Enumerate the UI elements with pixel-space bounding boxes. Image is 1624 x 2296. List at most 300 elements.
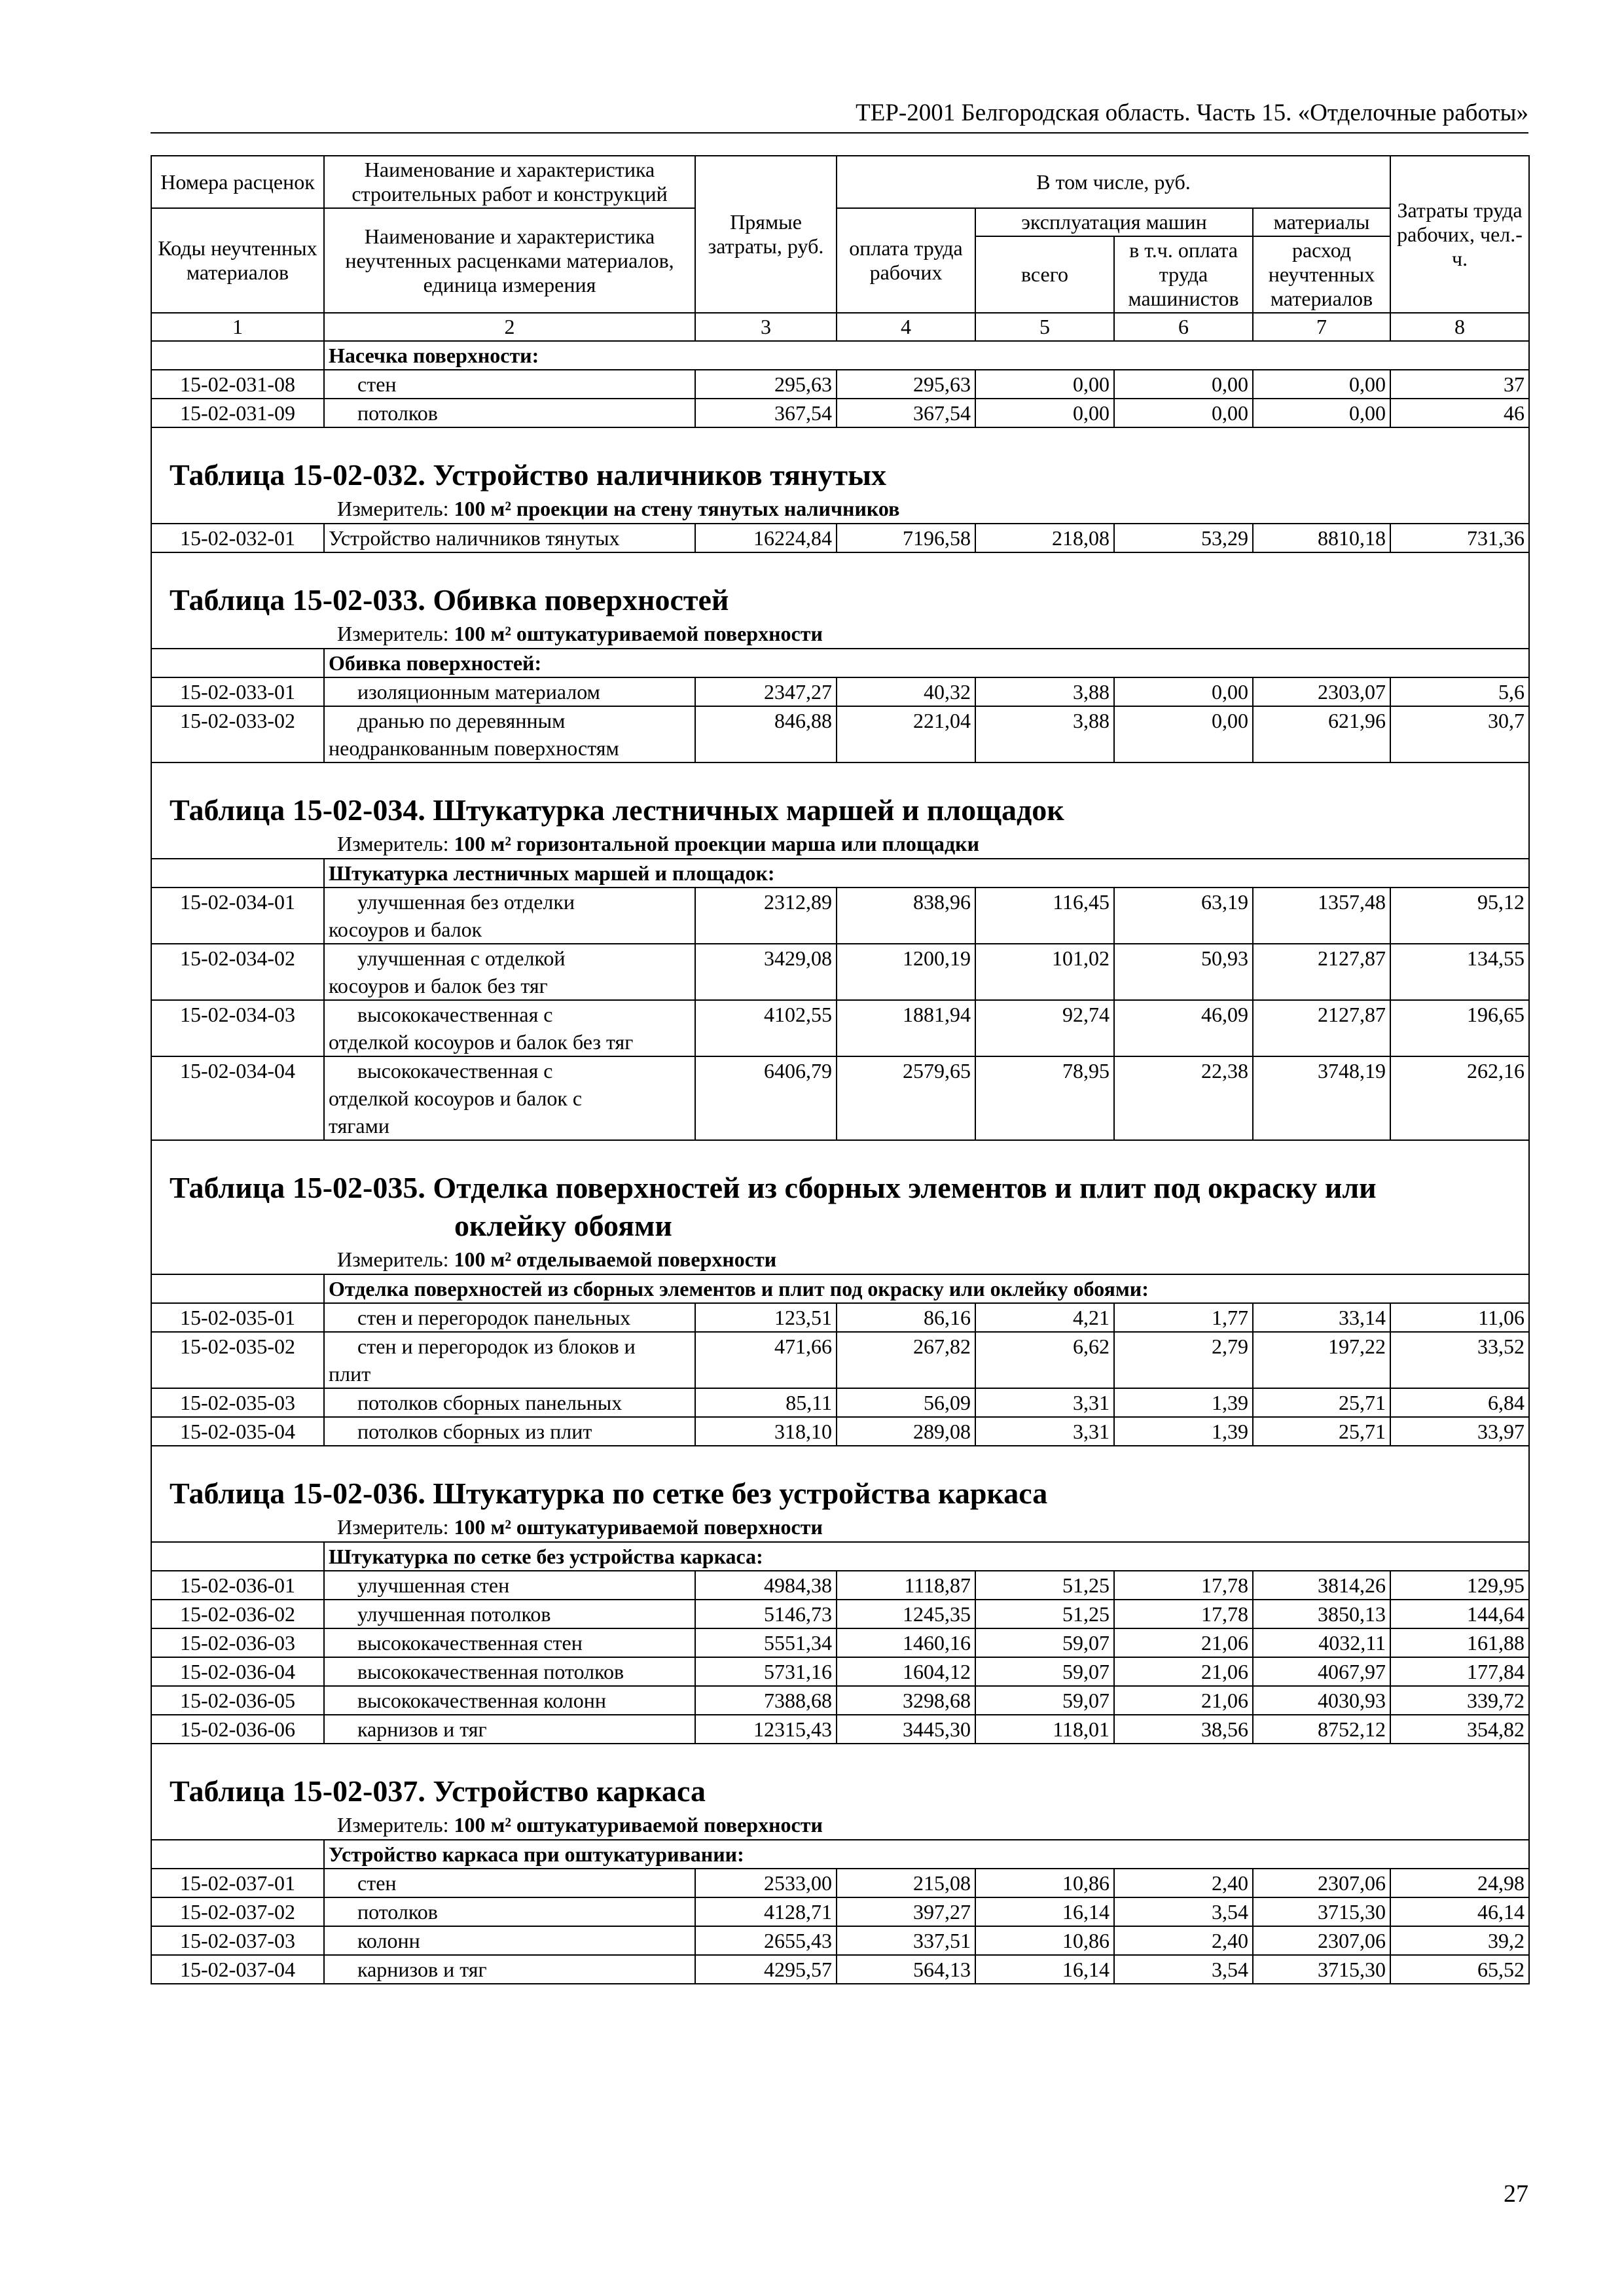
- direct-costs-cell: 295,63: [695, 370, 837, 399]
- rate-code: 15-02-035-04: [151, 1417, 324, 1446]
- table-row: [151, 524, 1529, 552]
- labor-hours-cell: 33,97: [1390, 1417, 1529, 1446]
- labor-hours-cell: 262,16: [1390, 1056, 1529, 1140]
- col-header-labor-hours: Затраты труда рабочих, чел.-ч.: [1390, 156, 1529, 313]
- wages-cell: 1460,16: [837, 1628, 975, 1657]
- column-number: 6: [1114, 313, 1253, 341]
- meter: [151, 1245, 1529, 1274]
- col-header-material-codes: Коды неучтенных материалов: [151, 208, 324, 313]
- col-header-materials-usage: расход неучтенных материалов: [1253, 236, 1390, 313]
- table-row: [151, 1657, 1529, 1686]
- rate-name: колонн: [324, 1926, 695, 1955]
- machines-total-cell: 59,07: [975, 1686, 1114, 1715]
- rate-name: потолков: [324, 1897, 695, 1926]
- rate-name-line: плит: [329, 1362, 371, 1386]
- materials-usage-cell: 4032,11: [1253, 1628, 1390, 1657]
- operators-wages-cell: 2,40: [1114, 1926, 1253, 1955]
- materials-usage-cell: 3748,19: [1253, 1056, 1390, 1140]
- direct-costs-cell: 2347,27: [695, 677, 837, 706]
- operators-wages-cell: 22,38: [1114, 1056, 1253, 1140]
- table-row: [151, 1955, 1529, 1984]
- wages-cell: 2579,65: [837, 1056, 975, 1140]
- wages-cell: 1604,12: [837, 1657, 975, 1686]
- rate-name: стен: [324, 370, 695, 399]
- rate-name: высококачественная колонн: [324, 1686, 695, 1715]
- direct-costs-cell: 7388,68: [695, 1686, 837, 1715]
- table-row: [151, 1715, 1529, 1744]
- group-heading: Отделка поверхностей из сборных элементов и плит под окраску или оклейку обоями:: [324, 1274, 1529, 1303]
- labor-hours-cell: 161,88: [1390, 1628, 1529, 1657]
- wages-cell: 3298,68: [837, 1686, 975, 1715]
- table-row: [151, 1869, 1529, 1897]
- rate-name-line: дранью по деревянным: [357, 709, 566, 732]
- wages-cell: 1881,94: [837, 1000, 975, 1056]
- column-number: 2: [324, 313, 695, 341]
- operators-wages-cell: 1,77: [1114, 1303, 1253, 1332]
- wages-cell: 7196,58: [837, 524, 975, 552]
- labor-hours-cell: 24,98: [1390, 1869, 1529, 1897]
- table-row: [151, 399, 1529, 427]
- table-row: [151, 370, 1529, 399]
- table-title-row: [151, 581, 1529, 619]
- operators-wages-cell: 21,06: [1114, 1686, 1253, 1715]
- rate-name: высококачественная потолков: [324, 1657, 695, 1686]
- machines-total-cell: 16,14: [975, 1897, 1114, 1926]
- rate-name-line: отделкой косоуров и балок без тяг: [329, 1030, 634, 1054]
- col-header-direct-costs: Прямые затраты, руб.: [695, 156, 837, 313]
- wages-cell: 40,32: [837, 677, 975, 706]
- meter: [151, 494, 1529, 524]
- page-header: [151, 92, 1528, 134]
- wages-cell: 221,04: [837, 706, 975, 762]
- table-title-text: Таблица 15-02-035. Отделка поверхностей из сборных элементов и плит под окраску или: [170, 1171, 1377, 1204]
- table-row: [151, 1600, 1529, 1628]
- table-title-continuation: оклейку обоями: [454, 1209, 672, 1242]
- col-header-wages: оплата труда рабочих: [837, 208, 975, 313]
- meter-row: [151, 829, 1529, 859]
- wages-cell: 289,08: [837, 1417, 975, 1446]
- machines-total-cell: 6,62: [975, 1332, 1114, 1388]
- machines-total-cell: 10,86: [975, 1926, 1114, 1955]
- table-title-row: [151, 456, 1529, 494]
- group-row: [151, 649, 1529, 677]
- wages-cell: 3445,30: [837, 1715, 975, 1744]
- rate-code: 15-02-035-03: [151, 1388, 324, 1417]
- materials-usage-cell: 1357,48: [1253, 888, 1390, 944]
- labor-hours-cell: 134,55: [1390, 944, 1529, 1000]
- table-row: [151, 1000, 1529, 1056]
- meter: [151, 829, 1529, 859]
- rate-name-line: высококачественная с: [357, 1003, 553, 1026]
- materials-usage-cell: 197,22: [1253, 1332, 1390, 1388]
- materials-usage-cell: 3814,26: [1253, 1571, 1390, 1600]
- operators-wages-cell: 0,00: [1114, 677, 1253, 706]
- table-row: [151, 1332, 1529, 1388]
- rate-code: 15-02-035-01: [151, 1303, 324, 1332]
- table-title-text: Таблица 15-02-032. Устройство наличников тянутых: [170, 458, 886, 492]
- direct-costs-cell: 2312,89: [695, 888, 837, 944]
- direct-costs-cell: 3429,08: [695, 944, 837, 1000]
- rate-code: 15-02-036-04: [151, 1657, 324, 1686]
- rate-name-line: улучшенная без отделки: [357, 890, 575, 914]
- rate-code: 15-02-036-01: [151, 1571, 324, 1600]
- table-header: [151, 156, 1529, 341]
- direct-costs-cell: 2655,43: [695, 1926, 837, 1955]
- labor-hours-cell: 5,6: [1390, 677, 1529, 706]
- machines-total-cell: 218,08: [975, 524, 1114, 552]
- materials-usage-cell: 3850,13: [1253, 1600, 1390, 1628]
- rate-code: 15-02-031-08: [151, 370, 324, 399]
- machines-total-cell: 51,25: [975, 1571, 1114, 1600]
- rate-code: 15-02-034-04: [151, 1056, 324, 1140]
- rate-code: 15-02-034-03: [151, 1000, 324, 1056]
- operators-wages-cell: 2,79: [1114, 1332, 1253, 1388]
- group-heading: Штукатурка лестничных маршей и площадок:: [324, 859, 1529, 888]
- machines-total-cell: 3,88: [975, 706, 1114, 762]
- col-header-machines: эксплуатация машин: [975, 208, 1253, 236]
- machines-total-cell: 3,31: [975, 1417, 1114, 1446]
- table-row: [151, 1897, 1529, 1926]
- rate-name: [324, 944, 695, 1000]
- table-title: [151, 791, 1529, 829]
- meter-value: 100 м² отделываемой поверхности: [454, 1247, 777, 1271]
- meter-row: [151, 494, 1529, 524]
- meter-label: Измеритель:: [337, 832, 454, 855]
- meter: [151, 1513, 1529, 1542]
- labor-hours-cell: 129,95: [1390, 1571, 1529, 1600]
- header-text: ТЕР-2001 Белгородская область. Часть 15. «Отделочные работы»: [856, 99, 1528, 126]
- machines-total-cell: 92,74: [975, 1000, 1114, 1056]
- rate-code: 15-02-037-03: [151, 1926, 324, 1955]
- rate-code: 15-02-036-03: [151, 1628, 324, 1657]
- operators-wages-cell: 1,39: [1114, 1388, 1253, 1417]
- spacer-row: [151, 1140, 1529, 1169]
- direct-costs-cell: 367,54: [695, 399, 837, 427]
- group-heading: Штукатурка по сетке без устройства каркаса:: [324, 1542, 1529, 1571]
- direct-costs-cell: 4984,38: [695, 1571, 837, 1600]
- meter-value: 100 м² оштукатуриваемой поверхности: [454, 1813, 823, 1837]
- meter-row: [151, 1245, 1529, 1274]
- labor-hours-cell: 65,52: [1390, 1955, 1529, 1984]
- labor-hours-cell: 39,2: [1390, 1926, 1529, 1955]
- operators-wages-cell: 53,29: [1114, 524, 1253, 552]
- machines-total-cell: 51,25: [975, 1600, 1114, 1628]
- column-number: 4: [837, 313, 975, 341]
- labor-hours-cell: 46,14: [1390, 1897, 1529, 1926]
- labor-hours-cell: 731,36: [1390, 524, 1529, 552]
- rate-name-line: тягами: [329, 1114, 389, 1138]
- direct-costs-cell: 5146,73: [695, 1600, 837, 1628]
- rate-name-line: стен и перегородок из блоков и: [357, 1335, 636, 1358]
- table-title-text: Таблица 15-02-033. Обивка поверхностей: [170, 583, 729, 617]
- labor-hours-cell: 339,72: [1390, 1686, 1529, 1715]
- materials-usage-cell: 2303,07: [1253, 677, 1390, 706]
- labor-hours-cell: 37: [1390, 370, 1529, 399]
- machines-total-cell: 10,86: [975, 1869, 1114, 1897]
- rate-code: 15-02-032-01: [151, 524, 324, 552]
- col-header-name: Наименование и характеристика строительных работ и конструкций: [324, 156, 695, 208]
- labor-hours-cell: 6,84: [1390, 1388, 1529, 1417]
- materials-usage-cell: 33,14: [1253, 1303, 1390, 1332]
- operators-wages-cell: 0,00: [1114, 706, 1253, 762]
- rate-code: 15-02-036-06: [151, 1715, 324, 1744]
- spacer-row: [151, 762, 1529, 791]
- meter: [151, 619, 1529, 649]
- group-row: [151, 859, 1529, 888]
- rate-name: [324, 706, 695, 762]
- operators-wages-cell: 21,06: [1114, 1657, 1253, 1686]
- direct-costs-cell: 16224,84: [695, 524, 837, 552]
- wages-cell: 838,96: [837, 888, 975, 944]
- meter: [151, 1810, 1529, 1840]
- table-row: [151, 1926, 1529, 1955]
- operators-wages-cell: 0,00: [1114, 370, 1253, 399]
- labor-hours-cell: 196,65: [1390, 1000, 1529, 1056]
- rate-name: улучшенная стен: [324, 1571, 695, 1600]
- column-number: 8: [1390, 313, 1529, 341]
- rate-name: [324, 1332, 695, 1388]
- table-row: [151, 1303, 1529, 1332]
- group-heading: Насечка поверхности:: [324, 341, 1529, 370]
- table-row: [151, 1628, 1529, 1657]
- col-header-operators-wages: в т.ч. оплата труда машинистов: [1114, 236, 1253, 313]
- materials-usage-cell: 2307,06: [1253, 1869, 1390, 1897]
- materials-usage-cell: 621,96: [1253, 706, 1390, 762]
- labor-hours-cell: 11,06: [1390, 1303, 1529, 1332]
- direct-costs-cell: 4128,71: [695, 1897, 837, 1926]
- materials-usage-cell: 25,71: [1253, 1417, 1390, 1446]
- spacer-row: [151, 1744, 1529, 1772]
- column-number: 7: [1253, 313, 1390, 341]
- rate-name: высококачественная стен: [324, 1628, 695, 1657]
- column-numbers-row: [151, 313, 1529, 341]
- materials-usage-cell: 2127,87: [1253, 1000, 1390, 1056]
- materials-usage-cell: 4030,93: [1253, 1686, 1390, 1715]
- rates-table: [151, 155, 1530, 1984]
- direct-costs-cell: 5551,34: [695, 1628, 837, 1657]
- group-heading: Обивка поверхностей:: [324, 649, 1529, 677]
- materials-usage-cell: 8810,18: [1253, 524, 1390, 552]
- operators-wages-cell: 63,19: [1114, 888, 1253, 944]
- direct-costs-cell: 4102,55: [695, 1000, 837, 1056]
- materials-usage-cell: 0,00: [1253, 399, 1390, 427]
- direct-costs-cell: 471,66: [695, 1332, 837, 1388]
- direct-costs-cell: 318,10: [695, 1417, 837, 1446]
- rate-name-line: улучшенная с отделкой: [357, 946, 566, 970]
- group-row: [151, 1840, 1529, 1869]
- labor-hours-cell: 30,7: [1390, 706, 1529, 762]
- meter-row: [151, 619, 1529, 649]
- group-row: [151, 341, 1529, 370]
- direct-costs-cell: 123,51: [695, 1303, 837, 1332]
- materials-usage-cell: 0,00: [1253, 370, 1390, 399]
- machines-total-cell: 59,07: [975, 1628, 1114, 1657]
- table-row: [151, 1571, 1529, 1600]
- labor-hours-cell: 354,82: [1390, 1715, 1529, 1744]
- col-header-machines-total: всего: [975, 236, 1114, 313]
- table-row: [151, 944, 1529, 1000]
- table-row: [151, 1056, 1529, 1140]
- table-title-text: Таблица 15-02-037. Устройство каркаса: [170, 1774, 706, 1808]
- table-row: [151, 888, 1529, 944]
- labor-hours-cell: 46: [1390, 399, 1529, 427]
- table-row: [151, 706, 1529, 762]
- rate-name: [324, 888, 695, 944]
- machines-total-cell: 16,14: [975, 1955, 1114, 1984]
- meter-label: Измеритель:: [337, 497, 454, 520]
- rate-code: 15-02-031-09: [151, 399, 324, 427]
- direct-costs-cell: 2533,00: [695, 1869, 837, 1897]
- rate-code: 15-02-037-02: [151, 1897, 324, 1926]
- operators-wages-cell: 17,78: [1114, 1571, 1253, 1600]
- meter-label: Измеритель:: [337, 1247, 454, 1271]
- wages-cell: 1118,87: [837, 1571, 975, 1600]
- meter-label: Измеритель:: [337, 1515, 454, 1539]
- wages-cell: 56,09: [837, 1388, 975, 1417]
- materials-usage-cell: 8752,12: [1253, 1715, 1390, 1744]
- table-title-row: [151, 791, 1529, 829]
- group-row: [151, 1274, 1529, 1303]
- rate-name-line: отделкой косоуров и балок с: [329, 1086, 583, 1110]
- table-row: [151, 1686, 1529, 1715]
- rate-name: стен и перегородок панельных: [324, 1303, 695, 1332]
- wages-cell: 1245,35: [837, 1600, 975, 1628]
- meter-label: Измеритель:: [337, 622, 454, 645]
- table-title-row: [151, 1772, 1529, 1810]
- table-title-row: [151, 1169, 1529, 1245]
- machines-total-cell: 4,21: [975, 1303, 1114, 1332]
- spacer-row: [151, 552, 1529, 581]
- machines-total-cell: 101,02: [975, 944, 1114, 1000]
- materials-usage-cell: 2307,06: [1253, 1926, 1390, 1955]
- wages-cell: 1200,19: [837, 944, 975, 1000]
- table-body: [151, 341, 1529, 1984]
- machines-total-cell: 3,31: [975, 1388, 1114, 1417]
- direct-costs-cell: 6406,79: [695, 1056, 837, 1140]
- rate-name: потолков сборных панельных: [324, 1388, 695, 1417]
- rate-code: 15-02-033-01: [151, 677, 324, 706]
- rate-name-line: косоуров и балок: [329, 918, 482, 941]
- wages-cell: 86,16: [837, 1303, 975, 1332]
- rate-code: 15-02-036-05: [151, 1686, 324, 1715]
- rate-name: карнизов и тяг: [324, 1955, 695, 1984]
- col-header-materials: материалы: [1253, 208, 1390, 236]
- meter-value: 100 м² проекции на стену тянутых наличников: [454, 497, 900, 520]
- machines-total-cell: 3,88: [975, 677, 1114, 706]
- operators-wages-cell: 38,56: [1114, 1715, 1253, 1744]
- wages-cell: 397,27: [837, 1897, 975, 1926]
- meter-value: 100 м² оштукатуриваемой поверхности: [454, 622, 823, 645]
- meter-value: 100 м² оштукатуриваемой поверхности: [454, 1515, 823, 1539]
- direct-costs-cell: 4295,57: [695, 1955, 837, 1984]
- rate-name: Устройство наличников тянутых: [324, 524, 695, 552]
- machines-total-cell: 116,45: [975, 888, 1114, 944]
- meter-row: [151, 1810, 1529, 1840]
- materials-usage-cell: 25,71: [1253, 1388, 1390, 1417]
- rate-name: [324, 1000, 695, 1056]
- rate-code: 15-02-036-02: [151, 1600, 324, 1628]
- materials-usage-cell: 3715,30: [1253, 1955, 1390, 1984]
- column-number: 1: [151, 313, 324, 341]
- machines-total-cell: 78,95: [975, 1056, 1114, 1140]
- rate-name-line: высококачественная с: [357, 1059, 553, 1083]
- page-number: 27: [1504, 2180, 1528, 2208]
- table-title: [151, 456, 1529, 494]
- table-title: [151, 581, 1529, 619]
- direct-costs-cell: 5731,16: [695, 1657, 837, 1686]
- rate-code: 15-02-035-02: [151, 1332, 324, 1388]
- labor-hours-cell: 95,12: [1390, 888, 1529, 944]
- operators-wages-cell: 1,39: [1114, 1417, 1253, 1446]
- direct-costs-cell: 846,88: [695, 706, 837, 762]
- materials-usage-cell: 4067,97: [1253, 1657, 1390, 1686]
- table-title-text: Таблица 15-02-034. Штукатурка лестничных маршей и площадок: [170, 793, 1064, 827]
- machines-total-cell: 0,00: [975, 370, 1114, 399]
- table-title: [151, 1475, 1529, 1513]
- group-heading: Устройство каркаса при оштукатуривании:: [324, 1840, 1529, 1869]
- rate-name: [324, 1056, 695, 1140]
- rate-code: 15-02-037-04: [151, 1955, 324, 1984]
- column-number: 3: [695, 313, 837, 341]
- rate-code: 15-02-033-02: [151, 706, 324, 762]
- rate-name-line: неодранкованным поверхностям: [329, 736, 619, 760]
- rate-name: карнизов и тяг: [324, 1715, 695, 1744]
- spacer-row: [151, 1446, 1529, 1475]
- rate-name: стен: [324, 1869, 695, 1897]
- meter-value: 100 м² горизонтальной проекции марша или площадки: [454, 832, 979, 855]
- rate-name-line: косоуров и балок без тяг: [329, 974, 548, 997]
- spacer-row: [151, 427, 1529, 456]
- materials-usage-cell: 2127,87: [1253, 944, 1390, 1000]
- wages-cell: 267,82: [837, 1332, 975, 1388]
- labor-hours-cell: 144,64: [1390, 1600, 1529, 1628]
- table-title-text: Таблица 15-02-036. Штукатурка по сетке без устройства каркаса: [170, 1477, 1048, 1510]
- rate-code: 15-02-034-02: [151, 944, 324, 1000]
- direct-costs-cell: 85,11: [695, 1388, 837, 1417]
- direct-costs-cell: 12315,43: [695, 1715, 837, 1744]
- rate-name: изоляционным материалом: [324, 677, 695, 706]
- rate-code: 15-02-037-01: [151, 1869, 324, 1897]
- table-title: [151, 1169, 1529, 1245]
- operators-wages-cell: 3,54: [1114, 1955, 1253, 1984]
- table-title: [151, 1772, 1529, 1810]
- rate-code: 15-02-034-01: [151, 888, 324, 944]
- operators-wages-cell: 17,78: [1114, 1600, 1253, 1628]
- operators-wages-cell: 46,09: [1114, 1000, 1253, 1056]
- operators-wages-cell: 3,54: [1114, 1897, 1253, 1926]
- labor-hours-cell: 33,52: [1390, 1332, 1529, 1388]
- rate-name: потолков: [324, 399, 695, 427]
- table-title-row: [151, 1475, 1529, 1513]
- col-header-including: В том числе, руб.: [837, 156, 1390, 208]
- machines-total-cell: 118,01: [975, 1715, 1114, 1744]
- col-header-material-names: Наименование и характеристика неучтенных расценками материалов, единица измерения: [324, 208, 695, 313]
- table-row: [151, 1388, 1529, 1417]
- rate-name: потолков сборных из плит: [324, 1417, 695, 1446]
- machines-total-cell: 59,07: [975, 1657, 1114, 1686]
- meter-row: [151, 1513, 1529, 1542]
- meter-label: Измеритель:: [337, 1813, 454, 1837]
- machines-total-cell: 0,00: [975, 399, 1114, 427]
- column-number: 5: [975, 313, 1114, 341]
- table-row: [151, 677, 1529, 706]
- operators-wages-cell: 50,93: [1114, 944, 1253, 1000]
- labor-hours-cell: 177,84: [1390, 1657, 1529, 1686]
- operators-wages-cell: 2,40: [1114, 1869, 1253, 1897]
- wages-cell: 367,54: [837, 399, 975, 427]
- table-row: [151, 1417, 1529, 1446]
- wages-cell: 215,08: [837, 1869, 975, 1897]
